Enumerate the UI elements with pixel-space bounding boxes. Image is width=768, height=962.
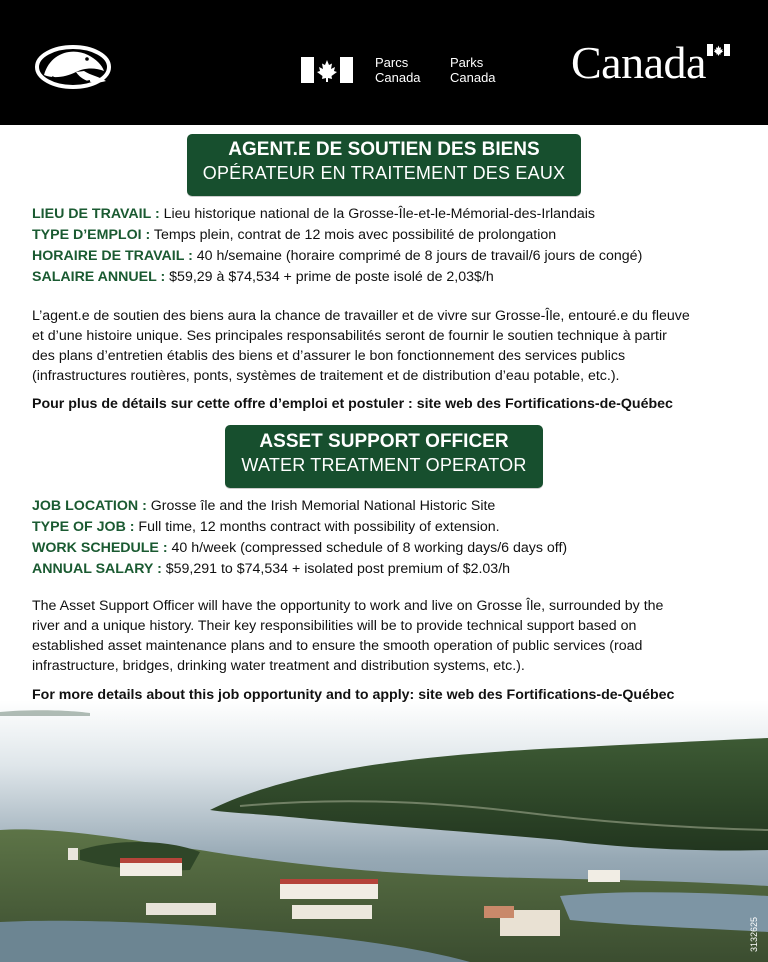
header-bar bbox=[0, 0, 768, 125]
aerial-island-photo bbox=[0, 700, 768, 962]
agency-fr-line2: Canada bbox=[375, 70, 421, 85]
detail-row bbox=[32, 559, 742, 580]
description-line: infrastructure, bridges, drinking water treatment and distribution systems, etc.). bbox=[32, 658, 525, 674]
job-title-banner-french bbox=[187, 134, 581, 196]
job-details-french bbox=[32, 204, 742, 288]
agency-name-french bbox=[375, 55, 421, 85]
description-line: (infrastructures routières, ponts, systèmes de traitement et de distribution d’eau potable, etc.). bbox=[32, 368, 620, 384]
detail-value: Lieu historique national de la Grosse-Île-et-le-Mémorial-des-Irlandais bbox=[159, 206, 595, 222]
detail-value: Grosse île and the Irish Memorial National Historic Site bbox=[146, 498, 496, 514]
description-line: des plans d’entretien établis des biens et d’assurer le bon fonctionnement des services publics bbox=[32, 348, 626, 364]
job-title-english: ASSET SUPPORT OFFICER bbox=[259, 431, 509, 452]
job-title-banner-english bbox=[225, 425, 543, 488]
agency-en-line1: Parks bbox=[450, 55, 484, 70]
canada-wordmark: Canada bbox=[571, 37, 706, 88]
wordmark-flag-icon bbox=[707, 44, 730, 56]
detail-row bbox=[32, 225, 742, 246]
detail-row bbox=[32, 538, 742, 559]
beaver-icon bbox=[32, 37, 114, 95]
detail-row bbox=[32, 496, 742, 517]
description-line: L’agent.e de soutien des biens aura la chance de travailler et de vivre sur Grosse-Île, entouré.e du fleuve bbox=[32, 308, 690, 324]
job-description-english bbox=[32, 596, 744, 676]
detail-value: 40 h/semaine (horaire comprimé de 8 jours de travail/6 jours de congé) bbox=[192, 248, 643, 264]
detail-label: SALAIRE ANNUEL : bbox=[32, 269, 166, 285]
detail-row bbox=[32, 267, 742, 288]
detail-row bbox=[32, 246, 742, 267]
detail-row bbox=[32, 517, 742, 538]
job-description-french bbox=[32, 306, 744, 386]
maple-leaf-flag-icon bbox=[301, 57, 353, 83]
description-line: et d’une histoire unique. Ses principales responsabilités seront de fournir le soutien technique à partir bbox=[32, 328, 667, 344]
job-title-french: AGENT.E DE SOUTIEN DES BIENS bbox=[228, 139, 540, 160]
detail-label: ANNUAL SALARY : bbox=[32, 561, 162, 577]
description-line: river and a unique history. Their key responsibilities will be to provide technical support based on bbox=[32, 618, 637, 634]
detail-value: $59,291 to $74,534 + isolated post premium of $2.03/h bbox=[161, 561, 511, 577]
ad-number-tag bbox=[748, 908, 760, 952]
job-details-english bbox=[32, 496, 742, 580]
detail-label: LIEU DE TRAVAIL : bbox=[32, 206, 160, 222]
call-to-action-english: For more details about this job opportunity and to apply: site web des Fortifications-de-Québec bbox=[32, 687, 675, 703]
detail-row bbox=[32, 204, 742, 225]
job-subtitle-french: OPÉRATEUR EN TRAITEMENT DES EAUX bbox=[202, 163, 566, 183]
agency-fr-line1: Parcs bbox=[375, 55, 409, 70]
agency-en-line2: Canada bbox=[450, 70, 496, 85]
agency-name-english bbox=[450, 55, 496, 85]
detail-value: $59,29 à $74,534 + prime de poste isolé de 2,03$/h bbox=[165, 269, 494, 285]
detail-label: TYPE D’EMPLOI : bbox=[32, 227, 151, 243]
detail-label: JOB LOCATION : bbox=[32, 498, 147, 514]
description-line: established asset maintenance plans and to ensure the smooth operation of public services (road bbox=[32, 638, 643, 654]
call-to-action-french: Pour plus de détails sur cette offre d’emploi et postuler : site web des Fortifications-de-Québec bbox=[32, 396, 673, 412]
detail-value: Full time, 12 months contract with possibility of extension. bbox=[134, 519, 500, 535]
detail-label: HORAIRE DE TRAVAIL : bbox=[32, 248, 193, 264]
detail-value: Temps plein, contrat de 12 mois avec possibilité de prolongation bbox=[150, 227, 557, 243]
ad-number: 3132625 bbox=[749, 916, 759, 952]
detail-label: WORK SCHEDULE : bbox=[32, 540, 168, 556]
job-subtitle-english: WATER TREATMENT OPERATOR bbox=[241, 455, 527, 475]
detail-value: 40 h/week (compressed schedule of 8 working days/6 days off) bbox=[167, 540, 568, 556]
description-line: The Asset Support Officer will have the opportunity to work and live on Grosse Île, surrounded by the bbox=[32, 598, 664, 614]
detail-label: TYPE OF JOB : bbox=[32, 519, 135, 535]
